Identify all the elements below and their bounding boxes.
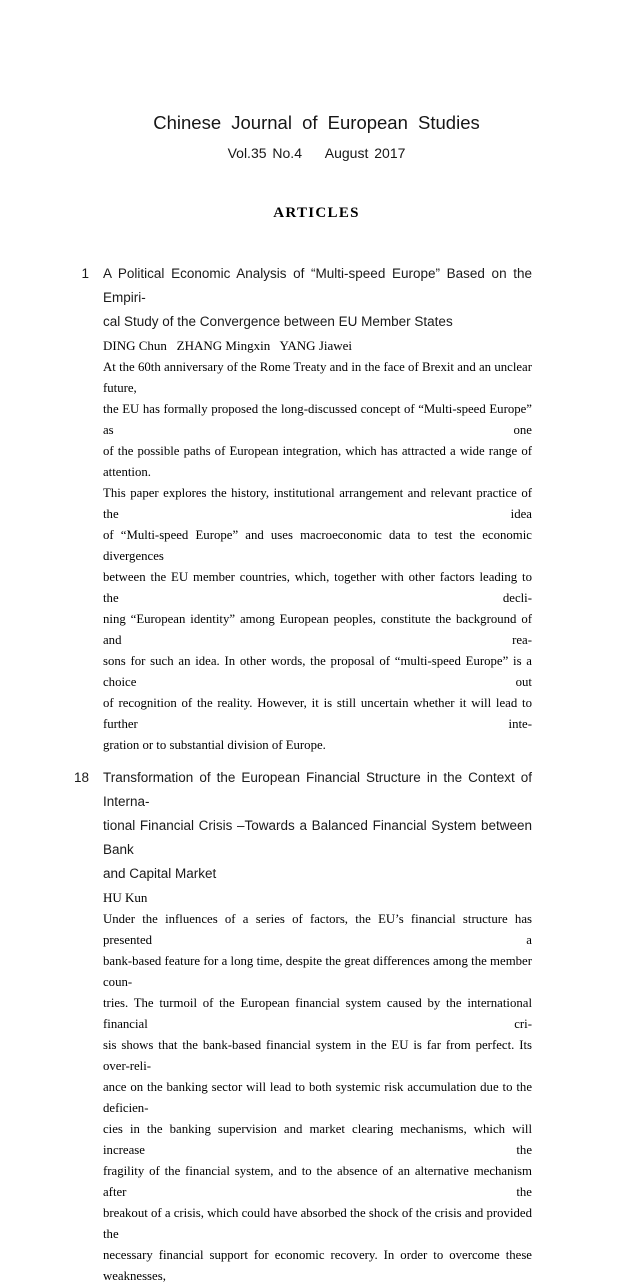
abstract-line: ning “European identity” among European peoples, constitute the background of and rea- <box>103 612 532 647</box>
article-page-number: 1 <box>81 266 89 281</box>
abstract-line: of the possible paths of European integration, which has attracted a wide range of attention. <box>103 444 532 479</box>
article-body <box>103 766 532 1287</box>
abstract-line: gration or to substantial division of Europe. <box>103 738 326 752</box>
abstract-line: This paper explores the history, institutional arrangement and relevant practice of the idea <box>103 486 532 521</box>
abstract-line: cies in the banking supervision and market clearing mechanisms, which will increase the <box>103 1122 532 1157</box>
article-entry <box>61 262 532 756</box>
article-title-line: Transformation of the European Financial Structure in the Context of Interna- <box>103 770 532 809</box>
abstract-line: Under the influences of a series of factors, the EU’s financial structure has presented a <box>103 912 532 947</box>
abstract-line: breakout of a crisis, which could have absorbed the shock of the crisis and provided the <box>103 1206 532 1241</box>
article-title <box>103 766 532 886</box>
article-abstract <box>103 909 532 1287</box>
article-title <box>103 262 532 334</box>
abstract-line: fragility of the financial system, and to the absence of an alternative mechanism after the <box>103 1164 532 1199</box>
article-body <box>103 262 532 756</box>
journal-title: Chinese Journal of European Studies <box>153 112 480 133</box>
articles-list <box>61 262 532 1287</box>
article-title-line: tional Financial Crisis –Towards a Balanced Financial System between Bank <box>103 818 532 857</box>
abstract-line: between the EU member countries, which, together with other factors leading to the decli- <box>103 570 532 605</box>
abstract-line: At the 60th anniversary of the Rome Treaty and in the face of Brexit and an unclear future, <box>103 360 532 395</box>
abstract-line: of “Multi-speed Europe” and uses macroeconomic data to test the economic divergences <box>103 528 532 563</box>
article-authors: HU Kun <box>103 890 148 905</box>
article-authors: DING Chun ZHANG Mingxin YANG Jiawei <box>103 338 353 353</box>
article-page-number: 18 <box>73 770 89 785</box>
article-entry <box>61 766 532 1287</box>
abstract-line: bank-based feature for a long time, despite the great differences among the member coun- <box>103 954 532 989</box>
article-title-line: and Capital Market <box>103 866 217 881</box>
section-heading-articles: ARTICLES <box>273 205 360 221</box>
masthead <box>0 0 633 222</box>
abstract-line: sis shows that the bank-based financial system in the EU is far from perfect. Its over-reli- <box>103 1038 532 1073</box>
abstract-line: of recognition of the reality. However, it is still uncertain whether it will lead to further inte- <box>103 696 532 731</box>
abstract-line: tries. The turmoil of the European financial system caused by the international financial cri- <box>103 996 532 1031</box>
issue-line: Vol.35 No.4 August 2017 <box>227 145 406 161</box>
abstract-line: the EU has formally proposed the long-discussed concept of “Multi-speed Europe” as one <box>103 402 532 437</box>
article-abstract <box>103 357 532 756</box>
abstract-line: ance on the banking sector will lead to both systemic risk accumulation due to the deficien- <box>103 1080 532 1115</box>
abstract-line: necessary financial support for economic recovery. In order to overcome these weaknesses, <box>103 1248 532 1283</box>
article-title-line: cal Study of the Convergence between EU Member States <box>103 314 453 329</box>
article-title-line: A Political Economic Analysis of “Multi-speed Europe” Based on the Empiri- <box>103 266 532 305</box>
abstract-line: sons for such an idea. In other words, the proposal of “multi-speed Europe” is a choice out <box>103 654 532 689</box>
